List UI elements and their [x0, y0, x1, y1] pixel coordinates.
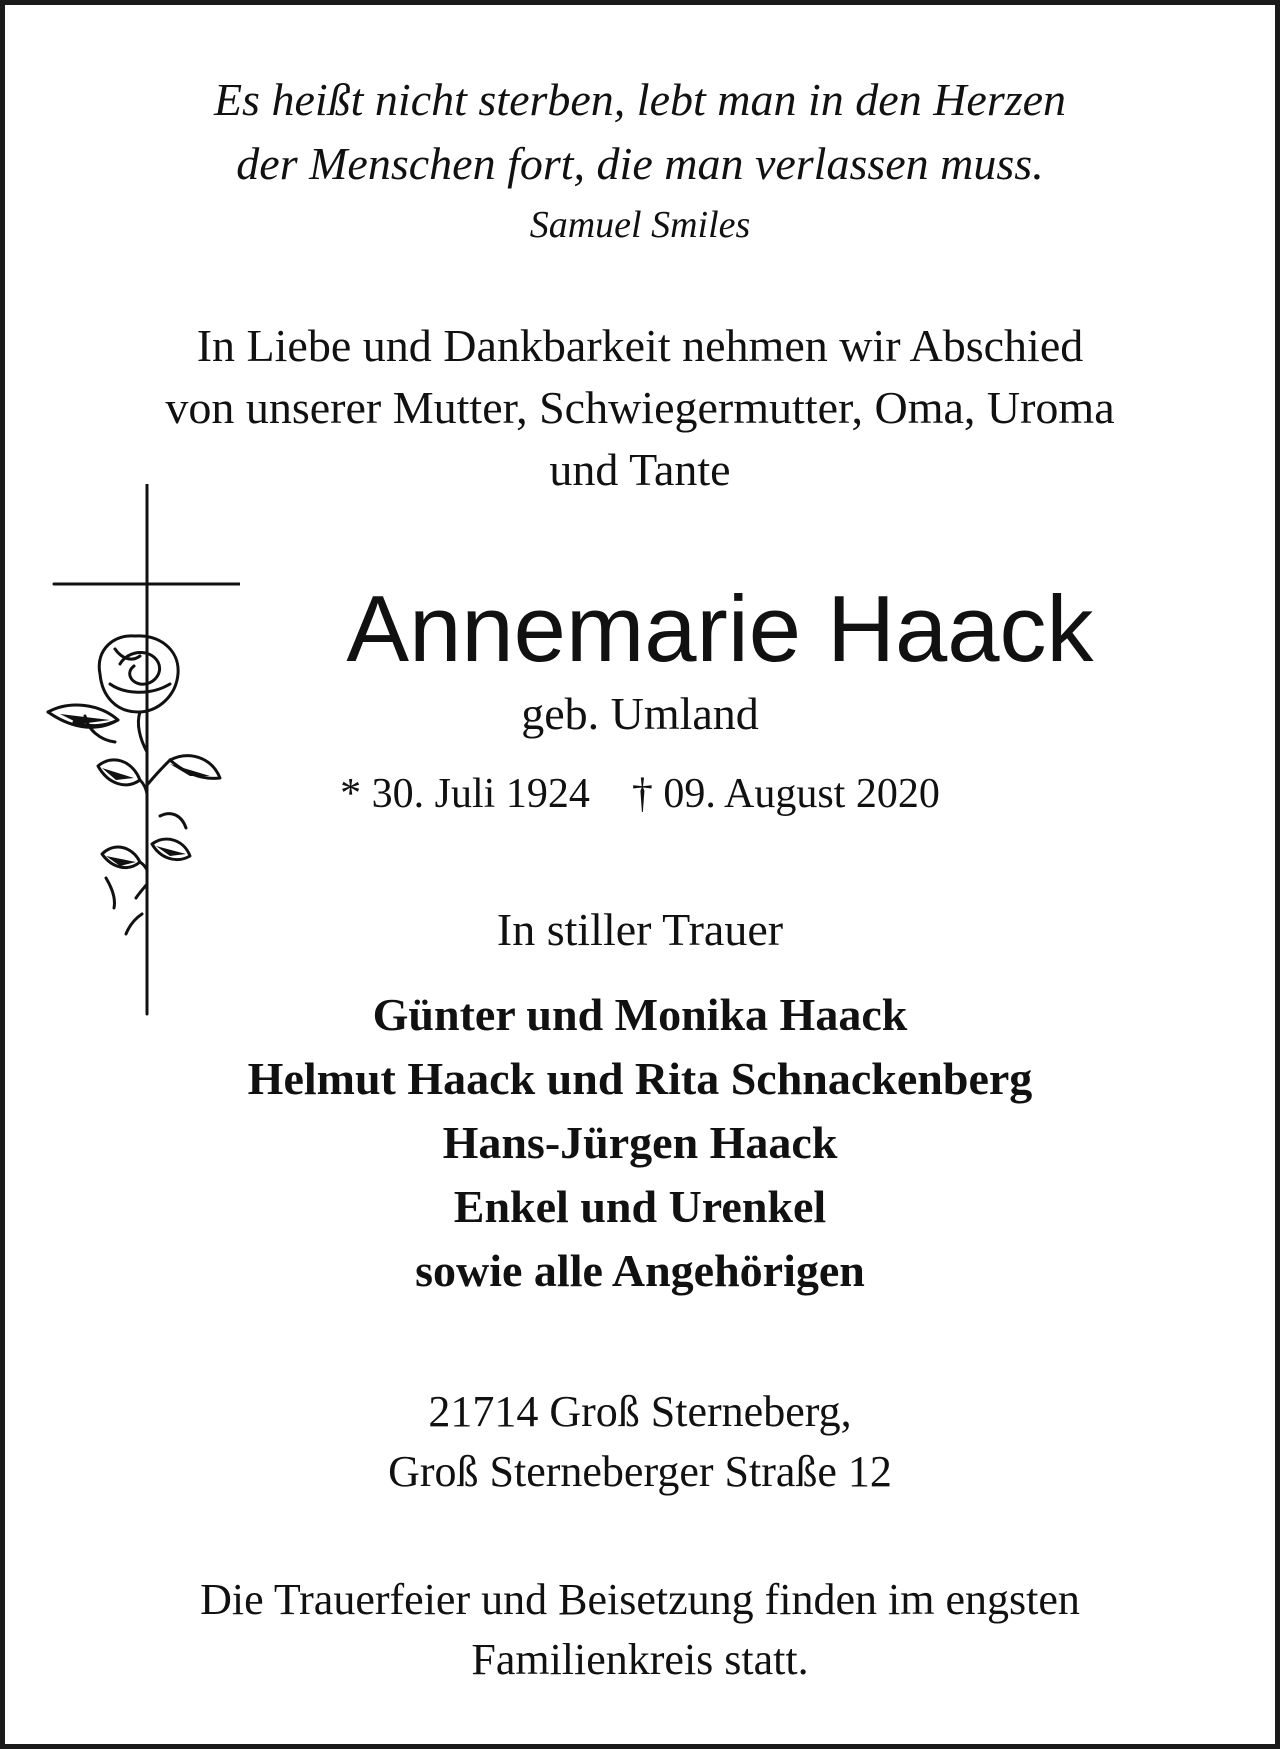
- quote-author: Samuel Smiles: [529, 204, 751, 246]
- life-dates: [0, 766, 1280, 822]
- deceased-name: Annemarie Haack: [346, 576, 1094, 681]
- family-line-5: sowie alle Angehörigen: [415, 1245, 865, 1296]
- intro-line-3: und Tante: [549, 444, 731, 495]
- note-line-1: Die Trauerfeier und Beisetzung finden im engsten: [200, 1575, 1080, 1624]
- note-line-2: Familienkreis statt.: [471, 1635, 809, 1684]
- intro-line-1: In Liebe und Dankbarkeit nehmen wir Abschied: [196, 320, 1084, 371]
- death-date: † 09. August 2020: [631, 771, 940, 817]
- family-line-1: Günter und Monika Haack: [372, 989, 908, 1040]
- maiden-name: geb. Umland: [521, 688, 759, 739]
- address-line-2: Groß Sterneberger Straße 12: [388, 1447, 892, 1496]
- intro-line-2: von unserer Mutter, Schwiegermutter, Oma, Uroma: [165, 382, 1115, 433]
- address-line-1: 21714 Groß Sterneberg,: [428, 1387, 852, 1436]
- family-line-3: Hans-Jürgen Haack: [442, 1117, 838, 1168]
- birth-date: * 30. Juli 1924: [340, 771, 590, 817]
- mourning-heading: In stiller Trauer: [496, 904, 784, 955]
- family-line-2: Helmut Haack und Rita Schnackenberg: [247, 1053, 1033, 1104]
- quote-line-1: Es heißt nicht sterben, lebt man in den Herzen: [213, 74, 1067, 125]
- quote-line-2: der Menschen fort, die man verlassen muss.: [236, 138, 1044, 189]
- family-line-4: Enkel und Urenkel: [453, 1181, 827, 1232]
